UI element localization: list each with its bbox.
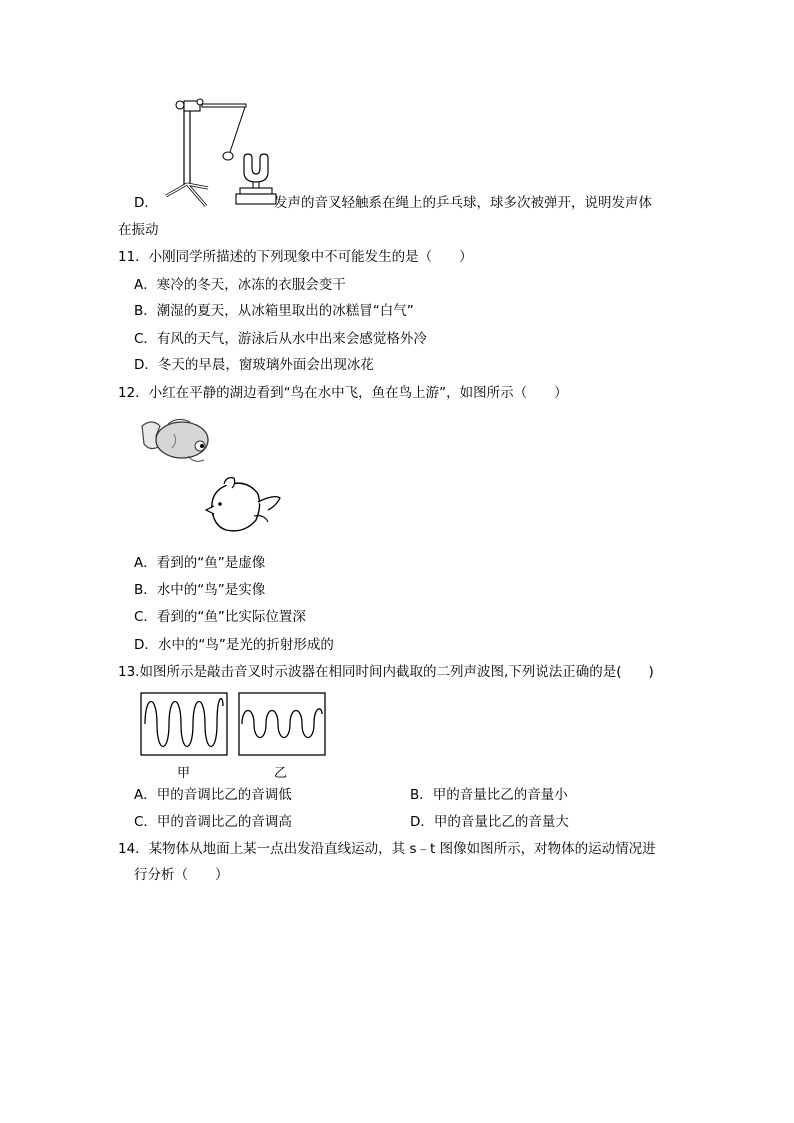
waveform-yi [238,692,326,756]
q11-option-a: A．寒冷的冬天，冰冻的衣服会变干 [134,277,346,293]
q12-option-c: C．看到的“鱼”比实际位置深 [134,609,306,625]
q12-option-a: A．看到的“鱼”是虚像 [134,555,266,571]
caption-yi: 乙 [274,766,288,781]
q14-stem-line2: 行分析（ ） [134,867,229,883]
caption-jia: 甲 [177,766,191,781]
q10-option-d-letter: D． [134,195,158,211]
q12-option-d: D．水中的“鸟”是光的折射形成的 [134,637,334,653]
q13-option-d: D．甲的音量比乙的音量大 [410,814,569,830]
waveform-jia [140,692,228,756]
q11-option-b: B．潮湿的夏天，从冰箱里取出的冰糕冒“白气” [134,303,414,319]
q12-stem: 12．小红在平静的湖边看到“鸟在水中飞，鱼在鸟上游”，如图所示（ ） [118,385,568,401]
fish-illustration [138,416,214,468]
q10-option-d-text: 发声的音叉轻触系在绳上的乒乓球，球多次被弹开，说明发声体 [274,195,652,211]
q13-option-a: A．甲的音调比乙的音调低 [134,787,292,803]
q10-option-d-continuation: 在振动 [118,222,159,238]
q14-stem-line1: 14．某物体从地面上某一点出发沿直线运动，其 s﹣t 图像如图所示，对物体的运动情况进 [118,841,656,857]
q13-option-c: C．甲的音调比乙的音调高 [134,814,292,830]
q11-option-c: C．有风的天气，游泳后从水中出来会感觉格外冷 [134,331,427,347]
q13-stem: 13.如图所示是敲击音叉时示波器在相同时间内截取的二列声波图,下列说法正确的是( ) [118,664,654,680]
bird-illustration [204,476,284,538]
q11-option-d: D．冬天的早晨，窗玻璃外面会出现冰花 [134,357,374,373]
q12-option-b: B．水中的“鸟”是实像 [134,582,266,598]
tuning-fork-pendulum-figure [160,96,280,206]
q11-stem: 11．小刚同学所描述的下列现象中不可能发生的是（ ） [118,249,473,265]
q13-option-b: B．甲的音量比乙的音量小 [410,787,568,803]
